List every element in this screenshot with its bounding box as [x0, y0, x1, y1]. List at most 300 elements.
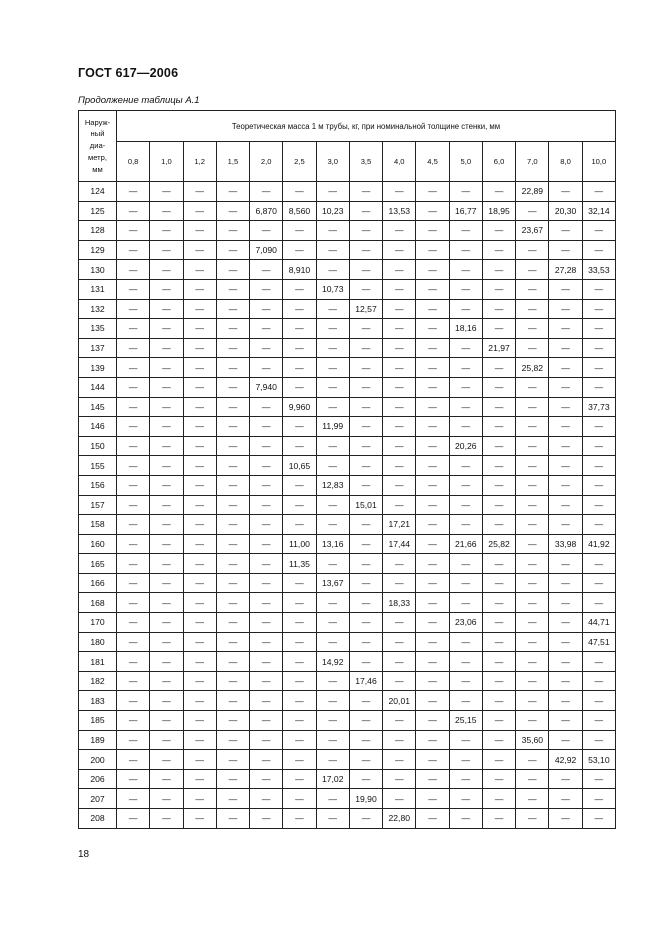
mass-cell: — [482, 750, 515, 770]
mass-cell: — [449, 652, 482, 672]
mass-cell: — [416, 240, 449, 260]
mass-cell: — [449, 750, 482, 770]
mass-cell: — [416, 279, 449, 299]
mass-cell: — [449, 769, 482, 789]
mass-cell: 32,14 [582, 201, 615, 221]
mass-cell: — [117, 711, 150, 731]
mass-cell: — [449, 182, 482, 202]
mass-cell: — [150, 319, 183, 339]
outer-diameter-header [79, 111, 117, 182]
mass-cell: — [549, 632, 582, 652]
mass-cell: — [283, 221, 316, 241]
mass-cell: — [283, 711, 316, 731]
mass-cell: — [416, 593, 449, 613]
diameter-cell: 130 [79, 260, 117, 280]
mass-cell: 20,30 [549, 201, 582, 221]
mass-cell: — [283, 671, 316, 691]
table-row [79, 554, 616, 574]
mass-cell: — [183, 240, 216, 260]
mass-cell: — [316, 515, 349, 535]
mass-cell: — [416, 221, 449, 241]
table-row [79, 730, 616, 750]
mass-cell: — [250, 495, 283, 515]
mass-cell: — [516, 515, 549, 535]
mass-cell: 14,92 [316, 652, 349, 672]
mass-cell: — [516, 319, 549, 339]
thickness-column-header: 5,0 [449, 142, 482, 182]
mass-cell: — [349, 711, 382, 731]
mass-cell: 21,97 [482, 338, 515, 358]
mass-cell: — [516, 789, 549, 809]
mass-cell: — [349, 279, 382, 299]
mass-cell: — [516, 495, 549, 515]
mass-cell: — [216, 338, 249, 358]
mass-cell: — [216, 789, 249, 809]
diameter-cell: 165 [79, 554, 117, 574]
mass-cell: — [549, 671, 582, 691]
mass-cell: — [316, 436, 349, 456]
mass-cell: — [316, 260, 349, 280]
mass-cell: — [216, 299, 249, 319]
mass-cell: — [316, 632, 349, 652]
mass-cell: — [316, 338, 349, 358]
mass-cell: — [117, 593, 150, 613]
mass-cell: — [316, 750, 349, 770]
diameter-cell: 144 [79, 377, 117, 397]
mass-cell: — [216, 554, 249, 574]
mass-cell: — [516, 593, 549, 613]
mass-cell: — [316, 613, 349, 633]
mass-cell: — [582, 436, 615, 456]
mass-cell: — [283, 652, 316, 672]
mass-cell: — [383, 632, 416, 652]
mass-cell: — [283, 691, 316, 711]
mass-cell: — [449, 475, 482, 495]
diameter-cell: 132 [79, 299, 117, 319]
mass-cell: — [117, 456, 150, 476]
thickness-column-header: 1,0 [150, 142, 183, 182]
mass-cell: — [416, 711, 449, 731]
mass-cell: — [117, 417, 150, 437]
mass-cell: — [283, 377, 316, 397]
mass-cell: 10,65 [283, 456, 316, 476]
mass-cell: — [316, 554, 349, 574]
mass-cell: — [449, 691, 482, 711]
mass-cell: — [150, 671, 183, 691]
mass-cell: — [250, 711, 283, 731]
mass-cell: — [383, 750, 416, 770]
mass-cell: — [316, 182, 349, 202]
mass-cell: — [549, 495, 582, 515]
table-row [79, 632, 616, 652]
mass-cell: — [582, 475, 615, 495]
table-row [79, 534, 616, 554]
mass-cell: — [349, 554, 382, 574]
mass-cell: — [549, 377, 582, 397]
mass-cell: — [283, 730, 316, 750]
mass-cell: — [349, 201, 382, 221]
diameter-cell: 155 [79, 456, 117, 476]
mass-cell: — [283, 593, 316, 613]
mass-cell: — [349, 750, 382, 770]
mass-cell: — [482, 652, 515, 672]
mass-cell: — [482, 769, 515, 789]
diameter-cell: 131 [79, 279, 117, 299]
table-row [79, 377, 616, 397]
mass-cell: — [150, 691, 183, 711]
mass-cell: — [117, 221, 150, 241]
table-row [79, 750, 616, 770]
mass-cell: — [150, 279, 183, 299]
mass-cell: — [449, 456, 482, 476]
mass-cell: — [250, 221, 283, 241]
mass-cell: — [349, 534, 382, 554]
mass-cell: — [117, 632, 150, 652]
mass-cell: — [349, 417, 382, 437]
mass-cell: — [383, 711, 416, 731]
mass-cell: — [549, 221, 582, 241]
mass-cell: — [117, 436, 150, 456]
mass-cell: 33,53 [582, 260, 615, 280]
mass-cell: 37,73 [582, 397, 615, 417]
mass-cell: 18,95 [482, 201, 515, 221]
mass-cell: 12,57 [349, 299, 382, 319]
mass-cell: 25,15 [449, 711, 482, 731]
mass-cell: — [250, 456, 283, 476]
mass-cell: — [582, 671, 615, 691]
mass-cell: — [250, 417, 283, 437]
mass-cell: 11,00 [283, 534, 316, 554]
mass-cell: — [150, 769, 183, 789]
mass-cell: 12,83 [316, 475, 349, 495]
mass-cell: 9,960 [283, 397, 316, 417]
mass-cell: — [349, 573, 382, 593]
mass-cell: 8,560 [283, 201, 316, 221]
mass-cell: — [349, 769, 382, 789]
mass-cell: — [316, 711, 349, 731]
mass-cell: — [283, 338, 316, 358]
mass-cell: — [582, 711, 615, 731]
mass-cell: — [117, 534, 150, 554]
mass-cell: — [349, 475, 382, 495]
diameter-cell: 129 [79, 240, 117, 260]
mass-cell: — [482, 475, 515, 495]
mass-cell: — [283, 769, 316, 789]
mass-cell: — [582, 221, 615, 241]
mass-cell: — [349, 436, 382, 456]
mass-cell: — [549, 769, 582, 789]
mass-cell: — [183, 377, 216, 397]
diameter-cell: 135 [79, 319, 117, 339]
mass-cell: — [250, 397, 283, 417]
mass-cell: — [150, 515, 183, 535]
mass-cell: — [516, 456, 549, 476]
mass-table [78, 110, 616, 829]
mass-cell: 23,06 [449, 613, 482, 633]
mass-cell: — [516, 711, 549, 731]
mass-cell: — [516, 279, 549, 299]
mass-cell: — [117, 809, 150, 829]
mass-cell: — [482, 671, 515, 691]
mass-cell: — [150, 475, 183, 495]
mass-cell: — [150, 632, 183, 652]
table-row [79, 652, 616, 672]
mass-cell: — [416, 475, 449, 495]
mass-cell: — [117, 358, 150, 378]
mass-cell: — [449, 573, 482, 593]
mass-cell: 33,98 [549, 534, 582, 554]
mass-cell: — [416, 671, 449, 691]
mass-cell: — [283, 240, 316, 260]
mass-cell: — [383, 671, 416, 691]
thickness-column-header: 2,0 [250, 142, 283, 182]
mass-cell: — [482, 554, 515, 574]
mass-cell: — [183, 632, 216, 652]
mass-cell: — [250, 652, 283, 672]
mass-cell: — [183, 613, 216, 633]
mass-cell: — [150, 652, 183, 672]
mass-cell: — [150, 554, 183, 574]
mass-cell: — [183, 671, 216, 691]
mass-cell: — [216, 769, 249, 789]
mass-cell: — [516, 691, 549, 711]
mass-cell: — [349, 730, 382, 750]
mass-cell: — [283, 750, 316, 770]
mass-cell: — [349, 319, 382, 339]
diameter-header-line: диа- [89, 141, 106, 151]
mass-cell: — [216, 201, 249, 221]
mass-cell: — [216, 515, 249, 535]
mass-cell: — [416, 809, 449, 829]
mass-cell: — [416, 260, 449, 280]
mass-cell: — [516, 554, 549, 574]
mass-cell: — [416, 730, 449, 750]
mass-cell: — [383, 613, 416, 633]
mass-cell: — [316, 319, 349, 339]
mass-cell: — [582, 691, 615, 711]
diameter-cell: 128 [79, 221, 117, 241]
mass-cell: — [549, 730, 582, 750]
table-body [79, 182, 616, 829]
mass-cell: — [549, 279, 582, 299]
mass-cell: — [150, 809, 183, 829]
diameter-header-line: мм [92, 164, 103, 174]
mass-cell: — [449, 279, 482, 299]
table-row [79, 809, 616, 829]
mass-cell: — [283, 358, 316, 378]
mass-cell: — [482, 397, 515, 417]
mass-cell: — [283, 475, 316, 495]
mass-cell: — [416, 515, 449, 535]
table-row [79, 260, 616, 280]
table-row [79, 221, 616, 241]
table-row [79, 475, 616, 495]
mass-cell: — [183, 573, 216, 593]
mass-cell: — [383, 299, 416, 319]
mass-cell: 23,67 [516, 221, 549, 241]
mass-cell: — [549, 613, 582, 633]
mass-cell: — [250, 769, 283, 789]
mass-cell: — [183, 809, 216, 829]
mass-cell: — [316, 221, 349, 241]
mass-cell: — [449, 671, 482, 691]
mass-cell: 42,92 [549, 750, 582, 770]
mass-cell: — [383, 358, 416, 378]
mass-cell: — [549, 182, 582, 202]
mass-cell: — [582, 495, 615, 515]
mass-cell: — [549, 299, 582, 319]
mass-cell: 10,73 [316, 279, 349, 299]
mass-cell: — [582, 554, 615, 574]
mass-cell: — [150, 377, 183, 397]
mass-cell: — [516, 240, 549, 260]
mass-cell: — [549, 338, 582, 358]
mass-cell: — [316, 730, 349, 750]
mass-cell: — [482, 789, 515, 809]
mass-cell: — [549, 554, 582, 574]
mass-cell: — [449, 299, 482, 319]
mass-cell: — [383, 436, 416, 456]
mass-cell: — [482, 279, 515, 299]
mass-cell: — [482, 299, 515, 319]
mass-cell: — [216, 632, 249, 652]
mass-cell: — [150, 730, 183, 750]
mass-cell: — [117, 691, 150, 711]
thickness-column-header: 0,8 [117, 142, 150, 182]
mass-cell: — [117, 730, 150, 750]
mass-cell: — [316, 789, 349, 809]
mass-cell: — [582, 573, 615, 593]
mass-cell: — [150, 338, 183, 358]
mass-cell: — [416, 495, 449, 515]
mass-cell: — [117, 377, 150, 397]
table-row [79, 769, 616, 789]
mass-cell: 41,92 [582, 534, 615, 554]
mass-cell: 16,77 [449, 201, 482, 221]
mass-cell: — [150, 593, 183, 613]
mass-cell: — [183, 417, 216, 437]
table-row [79, 613, 616, 633]
mass-cell: — [449, 358, 482, 378]
diameter-cell: 168 [79, 593, 117, 613]
mass-cell: — [516, 632, 549, 652]
mass-cell: — [549, 436, 582, 456]
mass-cell: — [383, 397, 416, 417]
mass-cell: — [449, 809, 482, 829]
mass-cell: — [183, 299, 216, 319]
mass-cell: — [416, 534, 449, 554]
mass-cell: — [416, 338, 449, 358]
mass-cell: — [582, 358, 615, 378]
mass-cell: — [117, 240, 150, 260]
mass-cell: 22,89 [516, 182, 549, 202]
mass-cell: — [117, 319, 150, 339]
diameter-cell: 189 [79, 730, 117, 750]
mass-cell: 35,60 [516, 730, 549, 750]
mass-cell: — [216, 750, 249, 770]
mass-cell: — [250, 809, 283, 829]
mass-cell: — [349, 260, 382, 280]
mass-cell: — [183, 279, 216, 299]
mass-cell: 11,99 [316, 417, 349, 437]
mass-cell: — [516, 573, 549, 593]
mass-cell: — [383, 338, 416, 358]
mass-cell: — [482, 240, 515, 260]
mass-cell: — [582, 338, 615, 358]
mass-cell: — [383, 417, 416, 437]
mass-cell: — [383, 377, 416, 397]
mass-cell: — [416, 182, 449, 202]
mass-cell: — [250, 260, 283, 280]
mass-cell: — [150, 397, 183, 417]
mass-cell: — [549, 475, 582, 495]
thickness-header-row [79, 142, 616, 182]
table-row [79, 593, 616, 613]
mass-cell: — [250, 319, 283, 339]
mass-cell: — [449, 240, 482, 260]
mass-cell: — [250, 436, 283, 456]
mass-cell: — [349, 397, 382, 417]
mass-cell: — [416, 632, 449, 652]
mass-cell: — [150, 711, 183, 731]
diameter-header-line: метр, [87, 152, 107, 162]
mass-cell: — [349, 632, 382, 652]
mass-cell: — [416, 436, 449, 456]
mass-cell: — [283, 319, 316, 339]
diameter-cell: 182 [79, 671, 117, 691]
mass-cell: — [183, 436, 216, 456]
mass-cell: — [150, 299, 183, 319]
mass-cell: — [117, 299, 150, 319]
mass-cell: — [516, 338, 549, 358]
mass-cell: — [316, 299, 349, 319]
mass-cell: — [150, 221, 183, 241]
table-row [79, 279, 616, 299]
diameter-cell: 137 [79, 338, 117, 358]
diameter-header-line: Наруж- [84, 117, 111, 127]
diameter-cell: 156 [79, 475, 117, 495]
mass-cell: — [449, 730, 482, 750]
mass-cell: — [117, 495, 150, 515]
mass-cell: — [216, 279, 249, 299]
mass-cell: — [582, 319, 615, 339]
mass-cell: — [482, 260, 515, 280]
mass-cell: 15,01 [349, 495, 382, 515]
mass-cell: — [482, 436, 515, 456]
mass-cell: — [482, 593, 515, 613]
mass-cell: 27,28 [549, 260, 582, 280]
mass-cell: — [449, 632, 482, 652]
mass-cell: — [449, 515, 482, 535]
mass-cell: — [117, 201, 150, 221]
table-row [79, 573, 616, 593]
mass-cell: — [216, 319, 249, 339]
mass-cell: — [449, 338, 482, 358]
mass-cell: — [216, 260, 249, 280]
mass-cell: 13,53 [383, 201, 416, 221]
mass-cell: — [383, 554, 416, 574]
mass-cell: — [183, 652, 216, 672]
mass-cell: 17,44 [383, 534, 416, 554]
mass-cell: — [516, 475, 549, 495]
mass-cell: — [316, 240, 349, 260]
mass-cell: 17,46 [349, 671, 382, 691]
mass-cell: — [549, 809, 582, 829]
mass-cell: — [416, 789, 449, 809]
mass-cell: — [117, 338, 150, 358]
mass-cell: — [549, 573, 582, 593]
mass-cell: — [516, 534, 549, 554]
